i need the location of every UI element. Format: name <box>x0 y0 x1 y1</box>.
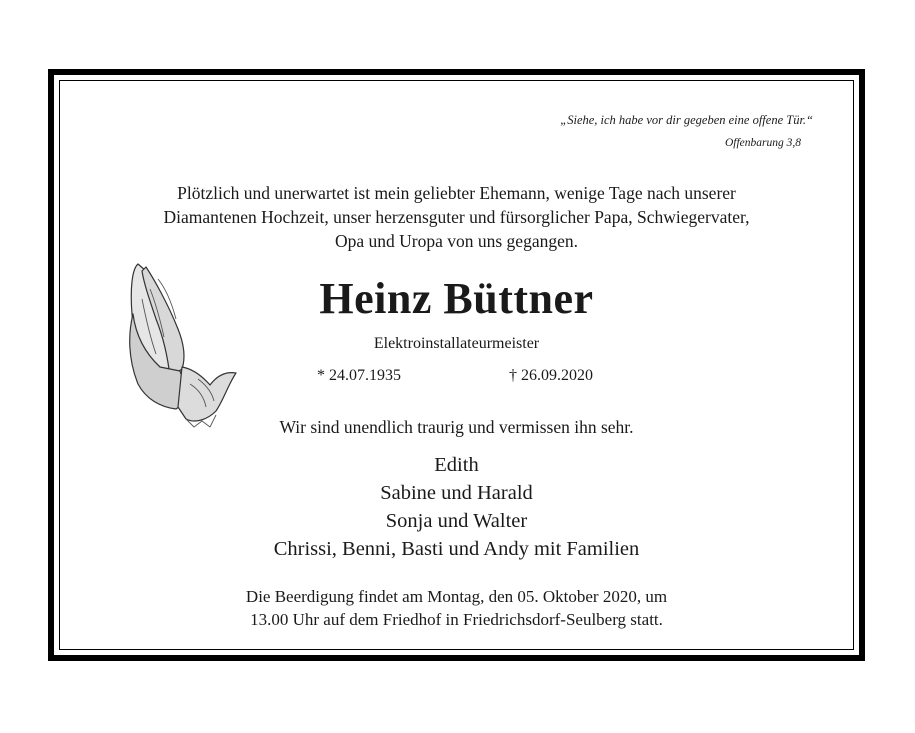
obituary-frame <box>48 69 865 661</box>
bible-quote: „Siehe, ich habe vor dir gegeben eine offene Tür.“ <box>560 113 813 127</box>
funeral-line: 13.00 Uhr auf dem Friedhof in Friedrichsdorf-Seulberg statt. <box>250 610 663 629</box>
deceased-name: Heinz Büttner <box>319 274 594 323</box>
death-date: † 26.09.2020 <box>509 367 593 384</box>
bible-quote-source: Offenbarung 3,8 <box>724 137 801 149</box>
deceased-profession: Elektroinstallateurmeister <box>373 335 540 352</box>
mourner-line: Sabine und Harald <box>380 482 533 504</box>
intro-line: Opa und Uropa von uns gegangen. <box>334 231 578 251</box>
mourner-line: Sonja und Walter <box>385 510 528 532</box>
condolence-text: Wir sind unendlich traurig und vermissen ihn sehr. <box>279 417 634 437</box>
intro-line: Diamantenen Hochzeit, unser herzensguter und fürsorglicher Papa, Schwiegervater, <box>163 207 750 227</box>
intro-line: Plötzlich und unerwartet ist mein geliebter Ehemann, wenige Tage nach unserer <box>177 183 736 203</box>
mourner-line: Chrissi, Benni, Basti und Andy mit Familien <box>273 538 640 560</box>
funeral-line: Die Beerdigung findet am Montag, den 05. Oktober 2020, um <box>245 587 668 606</box>
intro-text <box>60 181 853 253</box>
mourners-list <box>60 451 853 563</box>
obituary-inner-border <box>59 80 854 650</box>
birth-date: * 24.07.1935 <box>317 367 401 384</box>
mourner-line: Edith <box>434 454 479 476</box>
funeral-notice <box>60 585 853 631</box>
